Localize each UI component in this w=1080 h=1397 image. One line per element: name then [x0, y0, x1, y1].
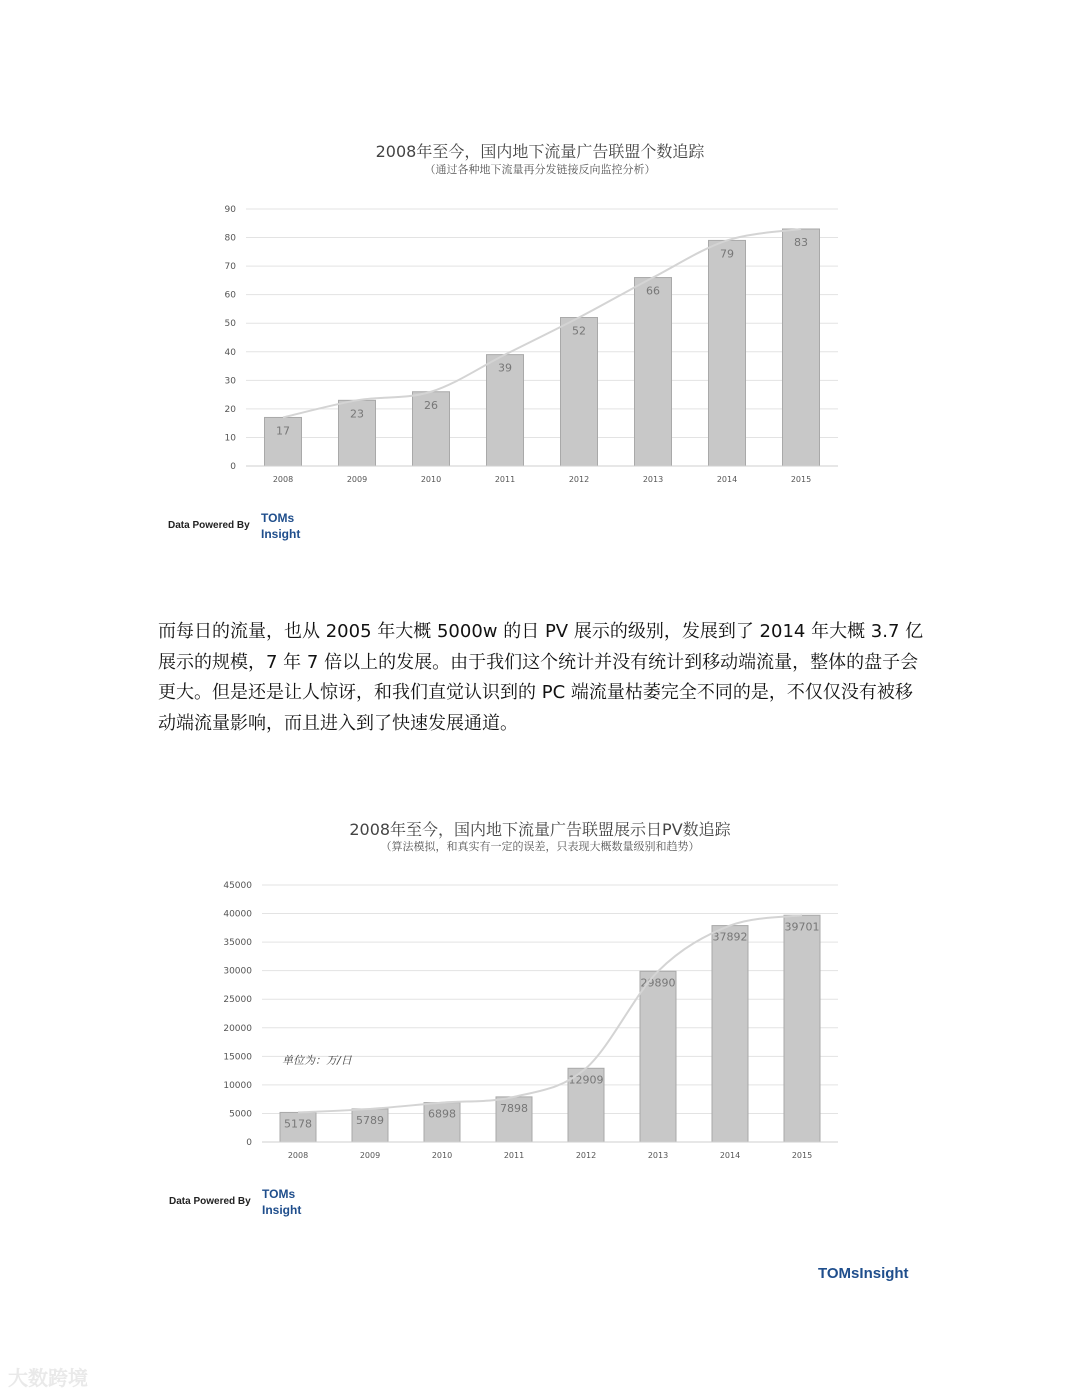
x-tick-label: 2015 — [790, 475, 812, 484]
x-tick-label: 2010 — [420, 475, 442, 484]
bar-value-label: 37892 — [712, 930, 748, 944]
bar-value-label: 39 — [498, 361, 512, 375]
chart1-plot — [0, 195, 1080, 495]
y-tick-label: 0 — [230, 462, 236, 472]
y-tick-label: 70 — [224, 262, 236, 273]
x-tick-label: 2012 — [568, 475, 590, 484]
y-tick-label: 20000 — [223, 1023, 252, 1034]
bar-value-label: 66 — [646, 284, 660, 298]
bar-value-label: 29890 — [640, 976, 676, 990]
x-tick-label: 2011 — [494, 475, 516, 484]
brand-insight: Insight — [261, 527, 301, 541]
y-tick-label: 25000 — [223, 995, 252, 1006]
bar — [640, 971, 676, 1142]
footer-brand-logo: TOMsInsight — [818, 1265, 909, 1282]
x-tick-label: 2009 — [359, 1151, 381, 1160]
bar-value-label: 83 — [794, 235, 808, 249]
x-tick-label: 2008 — [287, 1151, 309, 1160]
watermark: 大数跨境 — [8, 1366, 88, 1390]
chart2-plot — [0, 872, 1080, 1172]
chart2-title: 2008年至今，国内地下流量广告联盟展示日PV数追踪 — [349, 820, 731, 839]
paragraph-text: 而每日的流量，也从 2005 年大概 5000w 的日 PV 展示的级别，发展到了 2014 年大概 3.7 亿展示的规模，7 年 7 倍以上的发展。由于我们这个统计并没有统计到移动端流量，整体的盘子会更大。但是还是让人惊讶，和我们直觉认识到的 PC 端流量枯萎完全不同的是，不仅仅没有被移动端流量影响，而且进入到了快速发展通道。 — [158, 621, 924, 734]
y-tick-label: 15000 — [223, 1052, 252, 1063]
y-tick-label: 10 — [224, 433, 236, 444]
body-paragraph — [158, 617, 928, 739]
y-tick-label: 45000 — [223, 881, 252, 891]
bar-value-label: 39701 — [784, 920, 820, 934]
y-tick-label: 30 — [224, 376, 236, 387]
y-tick-label: 10000 — [223, 1080, 252, 1091]
bar — [783, 229, 820, 466]
y-tick-label: 90 — [224, 205, 236, 215]
x-tick-label: 2013 — [647, 1151, 669, 1160]
y-tick-label: 20 — [224, 404, 236, 415]
x-tick-label: 2012 — [575, 1151, 597, 1160]
y-tick-label: 40000 — [223, 909, 252, 920]
bar-value-label: 6898 — [428, 1107, 456, 1121]
chart1-title: 2008年至今，国内地下流量广告联盟个数追踪 — [375, 142, 705, 161]
bar-value-label: 17 — [276, 424, 290, 438]
bar-value-label: 7898 — [500, 1101, 528, 1115]
bar-value-label: 79 — [720, 247, 734, 261]
bar-value-label: 52 — [572, 324, 586, 338]
x-tick-label: 2014 — [719, 1151, 741, 1160]
bar-value-label: 26 — [424, 398, 438, 412]
brand-toms: TOMs — [262, 1187, 296, 1201]
unit-label: 单位为：万/日 — [282, 1054, 352, 1067]
y-tick-label: 30000 — [223, 966, 252, 977]
brand-toms: TOMs — [261, 511, 295, 525]
y-tick-label: 50 — [224, 319, 236, 330]
x-tick-label: 2015 — [791, 1151, 813, 1160]
powered-by-label: Data Powered By — [168, 520, 250, 531]
x-tick-label: 2009 — [346, 475, 368, 484]
powered-by-label: Data Powered By — [169, 1196, 251, 1207]
chart1-subtitle: （通过各种地下流量再分发链接反向监控分析） — [424, 163, 656, 176]
brand-insight: Insight — [262, 1203, 302, 1217]
bar-value-label: 5178 — [284, 1117, 312, 1131]
y-tick-label: 0 — [246, 1138, 252, 1148]
bar — [784, 915, 820, 1142]
y-tick-label: 40 — [224, 347, 236, 358]
y-tick-label: 60 — [224, 290, 236, 301]
bar-value-label: 5789 — [356, 1113, 384, 1127]
bar-value-label: 12909 — [568, 1073, 604, 1087]
y-tick-label: 35000 — [223, 938, 252, 949]
x-tick-label: 2013 — [642, 475, 664, 484]
bar — [635, 278, 672, 466]
chart2-subtitle: （算法模拟，和真实有一定的误差，只表现大概数量级别和趋势） — [380, 840, 700, 853]
y-tick-label: 80 — [224, 233, 236, 244]
bar — [709, 240, 746, 466]
x-tick-label: 2008 — [272, 475, 294, 484]
bar — [561, 318, 598, 466]
bar-value-label: 23 — [350, 407, 364, 421]
bar — [712, 926, 748, 1142]
x-tick-label: 2014 — [716, 475, 738, 484]
x-tick-label: 2011 — [503, 1151, 525, 1160]
y-tick-label: 5000 — [229, 1109, 252, 1120]
x-tick-label: 2010 — [431, 1151, 453, 1160]
